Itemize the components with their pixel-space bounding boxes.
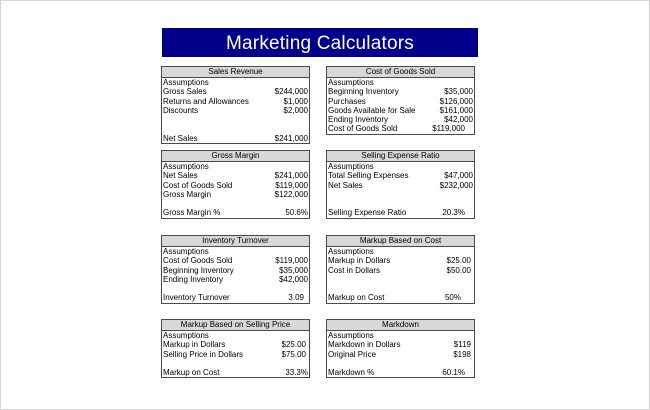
calc-selling-expense-ratio	[326, 150, 475, 219]
result-value: 20.3%	[442, 208, 465, 218]
row-label: Beginning Inventory	[328, 87, 399, 97]
row-value: $42,000	[279, 274, 308, 284]
result-label: Markup on Cost	[163, 368, 220, 378]
row-label: Ending Inventory	[328, 115, 389, 125]
spacer	[327, 284, 474, 293]
assumptions-label	[162, 78, 309, 87]
assumptions-text: Assumptions	[163, 162, 209, 171]
page-title: Marketing Calculators	[162, 28, 478, 57]
row-value: $50.00	[446, 265, 471, 275]
calc-inventory-turnover	[161, 235, 310, 304]
calc-row	[162, 171, 309, 180]
result-value: 50.6%	[285, 208, 308, 218]
result-value: 60.1%	[442, 368, 465, 378]
result-value: 50%	[444, 293, 461, 303]
calc-header: Sales Revenue	[162, 67, 309, 78]
assumptions-label	[327, 78, 474, 87]
spacer	[162, 199, 309, 208]
row-value: $25.00	[281, 340, 306, 350]
result-value: 3.09	[288, 293, 304, 303]
calc-markup-based-on-selling-price	[161, 319, 310, 378]
result-value: $241,000	[274, 133, 308, 143]
row-label: Total Selling Expenses	[328, 171, 409, 181]
row-value: $75.00	[281, 349, 306, 359]
calc-result	[162, 368, 309, 377]
assumptions-text: Assumptions	[328, 247, 374, 256]
calc-markdown	[326, 319, 475, 378]
calc-result	[327, 124, 474, 133]
row-label: Returns and Allowances	[163, 96, 249, 106]
assumptions-text: Assumptions	[163, 78, 209, 87]
result-label: Markdown %	[328, 368, 375, 378]
calc-header: Inventory Turnover	[162, 236, 309, 247]
assumptions-text: Assumptions	[328, 162, 374, 171]
calc-header: Markup Based on Selling Price	[162, 320, 309, 331]
assumptions-text: Assumptions	[328, 78, 374, 87]
row-label: Beginning Inventory	[163, 265, 234, 275]
calc-header: Gross Margin	[162, 151, 309, 162]
assumptions-label	[327, 247, 474, 256]
calc-row	[162, 190, 309, 199]
calc-result	[327, 293, 474, 302]
assumptions-label	[327, 162, 474, 171]
row-value: $119	[453, 340, 471, 350]
row-value: $47,000	[444, 171, 473, 181]
row-value: $161,000	[439, 105, 473, 115]
row-value: $2,000	[283, 105, 308, 115]
result-value: 33.3%	[285, 368, 308, 378]
row-value: $119,000	[275, 256, 308, 266]
result-label: Markup on Cost	[328, 293, 385, 303]
calc-header: Selling Expense Ratio	[327, 151, 474, 162]
calc-row	[327, 340, 474, 349]
row-value: $244,000	[274, 87, 308, 97]
result-value: $119,000	[432, 124, 465, 134]
spacer	[327, 199, 474, 208]
assumptions-label	[327, 331, 474, 340]
row-value: $119,000	[275, 180, 308, 190]
calc-result	[162, 293, 309, 302]
calc-header: Cost of Goods Sold	[327, 67, 474, 78]
assumptions-text: Assumptions	[163, 247, 209, 256]
calc-row	[162, 87, 309, 96]
assumptions-label	[162, 162, 309, 171]
row-label: Net Sales	[328, 180, 363, 190]
row-label: Markup in Dollars	[328, 256, 391, 266]
calc-sales-revenue	[161, 66, 310, 144]
calc-row	[327, 181, 474, 190]
calc-row	[162, 266, 309, 275]
row-label: Selling Price in Dollars	[163, 349, 244, 359]
calc-row	[162, 97, 309, 106]
row-label: Markup in Dollars	[163, 340, 226, 350]
calc-row	[162, 181, 309, 190]
result-label: Cost of Goods Sold	[328, 124, 398, 134]
spacer	[162, 115, 309, 124]
spacer	[327, 190, 474, 199]
row-label: Cost in Dollars	[328, 265, 381, 275]
calc-row	[327, 106, 474, 115]
row-value: $35,000	[279, 265, 308, 275]
calc-row	[162, 106, 309, 115]
assumptions-label	[162, 247, 309, 256]
calc-header: Markup Based on Cost	[327, 236, 474, 247]
row-label: Net Sales	[163, 171, 198, 181]
row-label: Gross Margin	[163, 189, 212, 199]
row-label: Discounts	[163, 105, 199, 115]
row-value: $25.00	[446, 256, 471, 266]
calc-row	[327, 266, 474, 275]
assumptions-label	[162, 331, 309, 340]
calc-row	[327, 115, 474, 124]
row-label: Markdown in Dollars	[328, 340, 401, 350]
calc-header: Markdown	[327, 320, 474, 331]
row-value: $122,000	[274, 189, 308, 199]
calc-result	[162, 208, 309, 217]
calc-gross-margin	[161, 150, 310, 219]
row-label: Original Price	[328, 349, 377, 359]
calc-row	[327, 171, 474, 180]
row-value: $241,000	[274, 171, 308, 181]
spacer	[162, 359, 309, 368]
row-label: Goods Available for Sale	[328, 105, 416, 115]
result-label: Inventory Turnover	[163, 293, 230, 303]
row-label: Cost of Goods Sold	[163, 256, 233, 266]
spacer	[162, 124, 309, 133]
calc-row	[162, 275, 309, 284]
row-label: Purchases	[328, 96, 366, 106]
row-value: $198	[453, 349, 471, 359]
calc-row	[162, 350, 309, 359]
calc-row	[162, 256, 309, 265]
result-label: Selling Expense Ratio	[328, 208, 407, 218]
row-label: Ending Inventory	[163, 274, 224, 284]
row-value: $232,000	[439, 180, 473, 190]
assumptions-text: Assumptions	[328, 331, 374, 340]
result-label: Net Sales	[163, 133, 198, 143]
spacer	[162, 284, 309, 293]
calc-row	[327, 256, 474, 265]
calc-row	[162, 340, 309, 349]
calc-result	[327, 208, 474, 217]
calc-row	[327, 350, 474, 359]
row-value: $35,000	[444, 87, 473, 97]
row-value: $1,000	[283, 96, 308, 106]
result-label: Gross Margin %	[163, 208, 221, 218]
spacer	[327, 359, 474, 368]
row-label: Gross Sales	[163, 87, 207, 97]
spacer	[327, 275, 474, 284]
calc-row	[327, 87, 474, 96]
row-value: $42,000	[444, 115, 473, 125]
calc-row	[327, 97, 474, 106]
calc-result	[162, 134, 309, 143]
calc-cost-of-goods-sold	[326, 66, 475, 135]
row-value: $126,000	[439, 96, 473, 106]
calc-markup-based-on-cost	[326, 235, 475, 304]
assumptions-text: Assumptions	[163, 331, 209, 340]
row-label: Cost of Goods Sold	[163, 180, 233, 190]
calc-result	[327, 368, 474, 377]
